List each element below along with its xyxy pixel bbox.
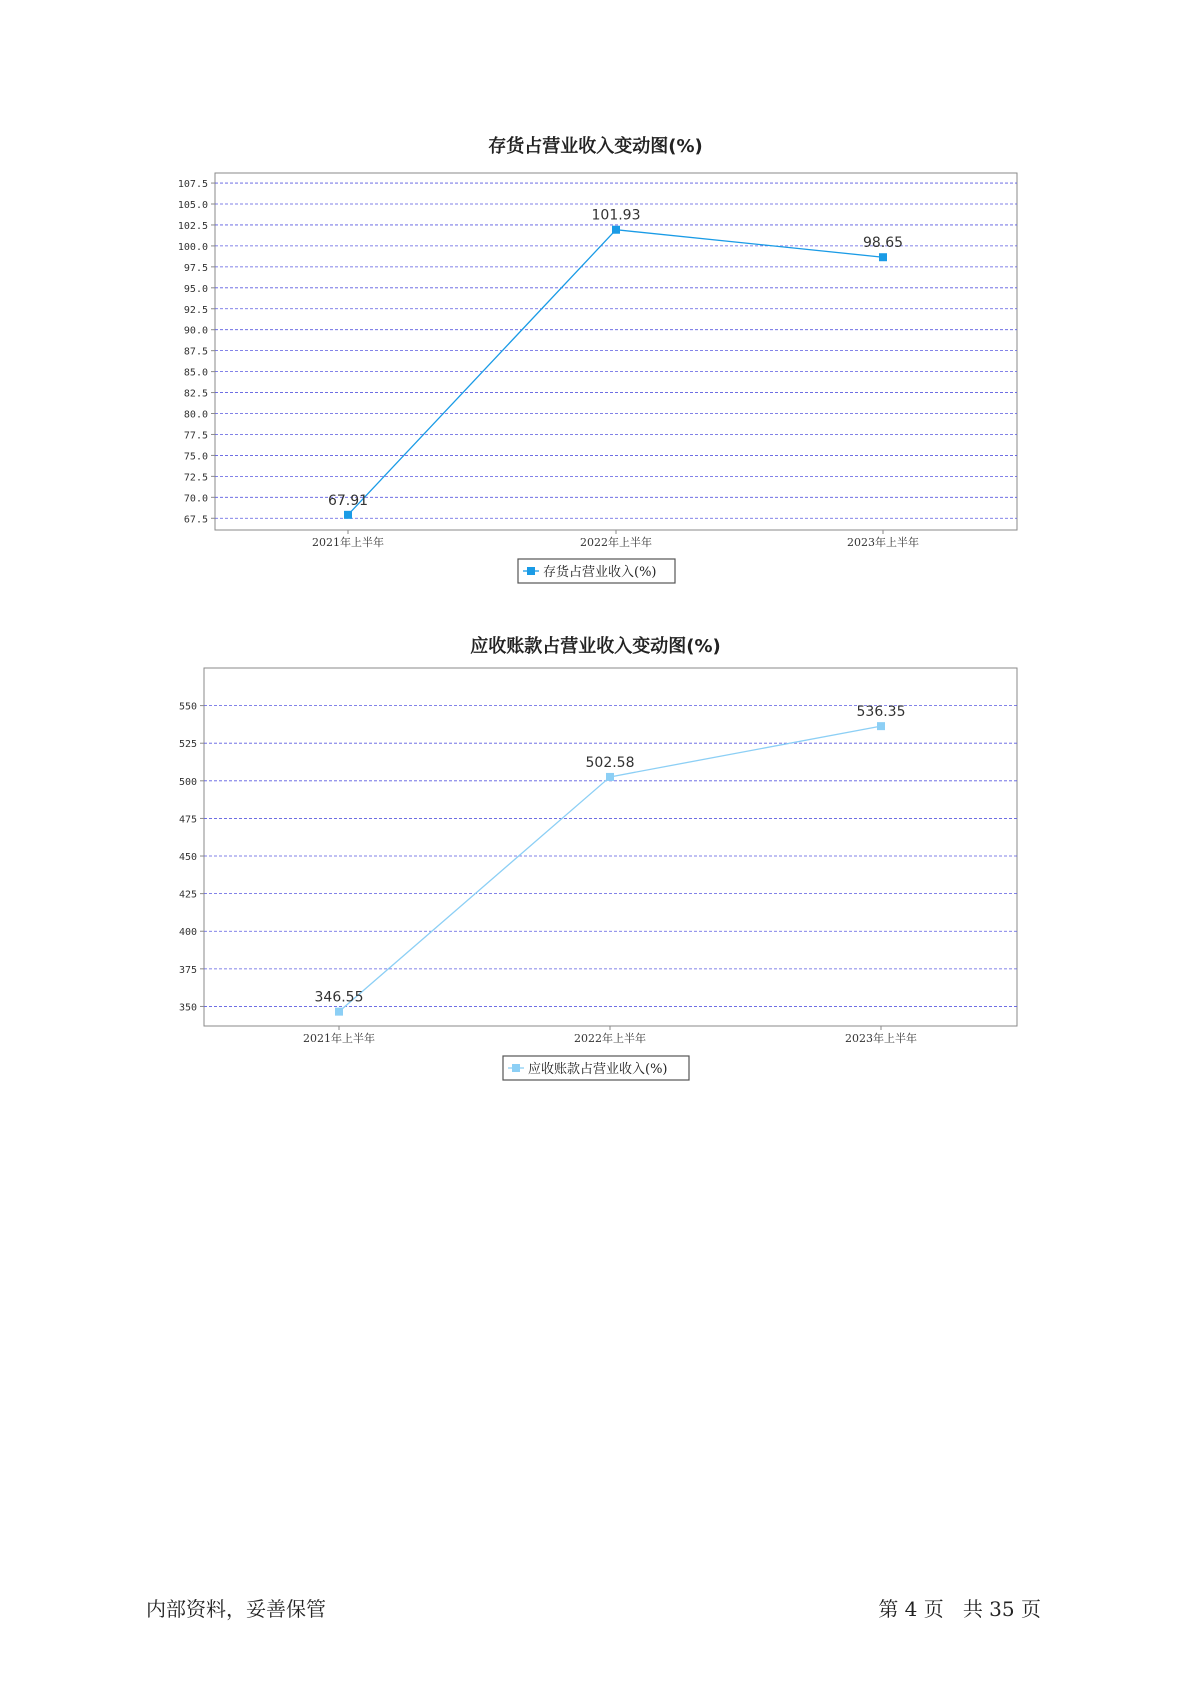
legend-label: 存货占营业收入(%) <box>543 565 657 580</box>
chart-title: 应收账款占营业收入变动图(%) <box>470 636 721 657</box>
y-tick-label: 80.0 <box>183 409 208 421</box>
data-label: 502.58 <box>585 754 635 771</box>
y-tick-label: 77.5 <box>183 430 208 442</box>
data-label: 67.91 <box>327 492 369 509</box>
x-tick-label: 2022年上半年 <box>580 536 652 549</box>
data-label: 536.35 <box>856 704 906 721</box>
y-tick-label: 107.5 <box>177 179 208 191</box>
chart-title: 存货占营业收入变动图(%) <box>488 136 703 157</box>
x-tick-label: 2022年上半年 <box>574 1032 646 1045</box>
y-tick-label: 525 <box>178 739 197 751</box>
y-tick-label: 425 <box>178 889 197 901</box>
y-tick-label: 92.5 <box>183 304 208 316</box>
y-tick-label: 72.5 <box>183 472 208 484</box>
y-tick-label: 90.0 <box>183 325 208 337</box>
y-tick-label: 350 <box>178 1002 197 1014</box>
x-tick-label: 2023年上半年 <box>847 536 919 549</box>
data-label: 101.93 <box>591 207 641 224</box>
y-tick-label: 82.5 <box>183 388 208 400</box>
data-point <box>606 773 614 781</box>
y-tick-label: 87.5 <box>183 346 208 358</box>
inventory-chart-svg <box>0 130 1191 600</box>
footer-confidential-note: 内部资料，妥善保管 <box>146 1597 326 1621</box>
receivables-chart <box>0 630 1191 1100</box>
x-tick-label: 2021年上半年 <box>312 536 384 549</box>
y-tick-label: 85.0 <box>183 367 208 379</box>
footer-page-number: 第 4 页 共 35 页 <box>878 1597 1041 1621</box>
y-tick-label: 100.0 <box>177 241 208 253</box>
x-tick-label: 2023年上半年 <box>845 1032 917 1045</box>
plot-area <box>204 668 1017 1026</box>
y-tick-label: 97.5 <box>183 262 208 274</box>
data-point <box>877 722 885 730</box>
legend-marker <box>512 1064 520 1072</box>
legend <box>503 1056 689 1080</box>
data-point <box>612 226 620 234</box>
y-tick-label: 105.0 <box>177 200 208 212</box>
y-tick-label: 70.0 <box>183 493 208 505</box>
legend <box>518 559 675 583</box>
legend-label: 应收账款占营业收入(%) <box>528 1062 668 1077</box>
y-tick-label: 400 <box>178 927 197 939</box>
data-point <box>879 253 887 261</box>
data-point <box>335 1008 343 1016</box>
data-label: 98.65 <box>862 235 904 252</box>
y-tick-label: 75.0 <box>183 451 208 463</box>
y-tick-label: 500 <box>178 776 197 788</box>
receivables-chart-svg <box>0 630 1191 1100</box>
data-label: 346.55 <box>314 989 364 1006</box>
y-tick-label: 102.5 <box>177 220 208 232</box>
y-tick-label: 475 <box>178 814 197 826</box>
y-tick-label: 450 <box>178 852 197 864</box>
y-tick-label: 67.5 <box>183 514 208 526</box>
inventory-chart <box>0 130 1191 600</box>
y-tick-label: 375 <box>178 964 197 976</box>
legend-marker <box>527 567 535 575</box>
data-point <box>344 511 352 519</box>
x-tick-label: 2021年上半年 <box>303 1032 375 1045</box>
y-tick-label: 95.0 <box>183 283 208 295</box>
y-tick-label: 550 <box>178 701 197 713</box>
